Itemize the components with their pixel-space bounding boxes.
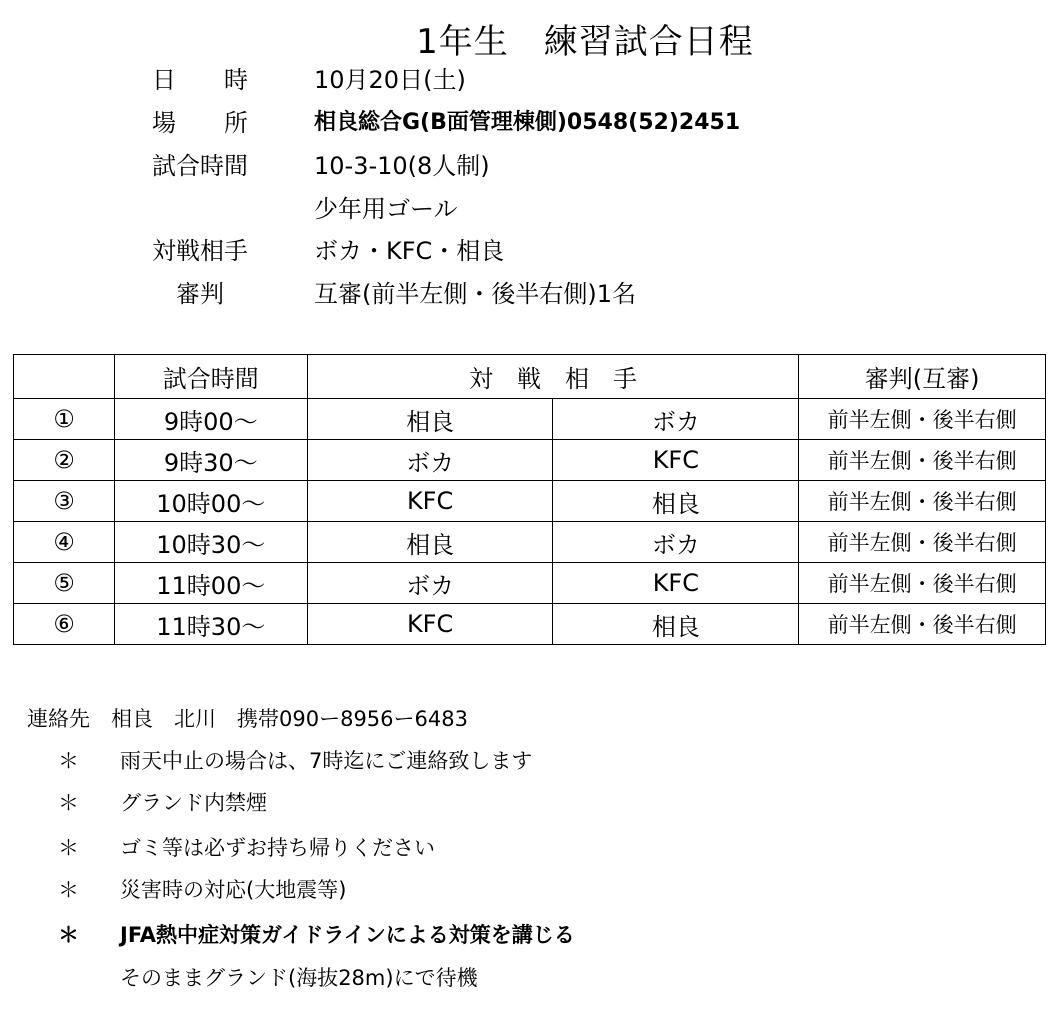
info-label: 試合時間 bbox=[152, 152, 248, 180]
table-row bbox=[14, 399, 1046, 440]
note-item bbox=[58, 786, 267, 820]
note-item bbox=[58, 873, 346, 907]
schedule-table bbox=[13, 354, 1046, 645]
referee: 前半左側・後半右側 bbox=[799, 563, 1046, 604]
referee: 前半左側・後半右側 bbox=[799, 481, 1046, 522]
header-opponents: 対 戦 相 手 bbox=[307, 355, 799, 399]
team-a: 相良 bbox=[307, 522, 553, 563]
team-a: KFC bbox=[307, 481, 553, 522]
team-a: ボカ bbox=[307, 440, 553, 481]
team-b: KFC bbox=[553, 563, 799, 604]
info-label: 対戦相手 bbox=[152, 237, 248, 265]
match-number: ① bbox=[14, 399, 115, 440]
info-label: 審判 bbox=[152, 280, 224, 308]
table-header-row bbox=[14, 355, 1046, 399]
referee: 前半左側・後半右側 bbox=[799, 399, 1046, 440]
note-text: 雨天中止の場合は、7時迄にご連絡致します bbox=[120, 749, 533, 773]
referee: 前半左側・後半右側 bbox=[799, 522, 1046, 563]
match-time: 9時00〜 bbox=[114, 399, 307, 440]
note-text: 災害時の対応(大地震等) bbox=[120, 878, 347, 902]
asterisk-icon: ＊ bbox=[58, 878, 79, 902]
info-value: ボカ・KFC・相良 bbox=[314, 237, 505, 265]
header-referee: 審判(互審) bbox=[799, 355, 1046, 399]
note-item bbox=[58, 744, 532, 778]
table-row bbox=[14, 522, 1046, 563]
match-time: 11時30〜 bbox=[114, 604, 307, 645]
team-a: 相良 bbox=[307, 399, 553, 440]
note-subtext: そのままグランド(海抜28m)にで待機 bbox=[120, 966, 478, 990]
team-b: 相良 bbox=[553, 604, 799, 645]
team-b: 相良 bbox=[553, 481, 799, 522]
page-title: 1年生 練習試合日程 bbox=[416, 22, 754, 62]
info-label: 場 所 bbox=[152, 109, 248, 137]
note-item bbox=[58, 918, 575, 952]
asterisk-icon: ＊ bbox=[58, 791, 79, 815]
team-b: ボカ bbox=[553, 522, 799, 563]
team-a: ボカ bbox=[307, 563, 553, 604]
referee: 前半左側・後半右側 bbox=[799, 604, 1046, 645]
table-row bbox=[14, 440, 1046, 481]
asterisk-icon: ＊ bbox=[58, 836, 79, 860]
asterisk-icon: ＊ bbox=[58, 749, 79, 773]
referee: 前半左側・後半右側 bbox=[799, 440, 1046, 481]
info-value: 相良総合G(B面管理棟側)0548(52)2451 bbox=[314, 110, 741, 135]
contact-info: 連絡先 相良 北川 携帯090ー8956ー6483 bbox=[27, 707, 468, 731]
match-number: ⑤ bbox=[14, 563, 115, 604]
match-time: 10時30〜 bbox=[114, 522, 307, 563]
info-value: 10-3-10(8人制) bbox=[314, 152, 490, 180]
match-number: ③ bbox=[14, 481, 115, 522]
note-text: JFA熱中症対策ガイドラインによる対策を講じる bbox=[120, 923, 575, 947]
info-value: 互審(前半左側・後半右側)1名 bbox=[314, 280, 636, 308]
note-item bbox=[58, 831, 435, 865]
match-number: ④ bbox=[14, 522, 115, 563]
table-row bbox=[14, 481, 1046, 522]
note-text: グランド内禁煙 bbox=[120, 791, 267, 815]
team-a: KFC bbox=[307, 604, 553, 645]
info-value: 10月20日(土) bbox=[314, 66, 466, 94]
table-row bbox=[14, 604, 1046, 645]
match-time: 11時00〜 bbox=[114, 563, 307, 604]
match-time: 9時30〜 bbox=[114, 440, 307, 481]
table-row bbox=[14, 563, 1046, 604]
asterisk-icon: ＊ bbox=[58, 923, 79, 947]
info-label: 日 時 bbox=[152, 66, 248, 94]
header-time: 試合時間 bbox=[114, 355, 307, 399]
match-time: 10時00〜 bbox=[114, 481, 307, 522]
note-text: ゴミ等は必ずお持ち帰りください bbox=[120, 836, 435, 860]
match-number: ② bbox=[14, 440, 115, 481]
team-b: KFC bbox=[553, 440, 799, 481]
team-b: ボカ bbox=[553, 399, 799, 440]
info-value: 少年用ゴール bbox=[314, 195, 458, 223]
header-no bbox=[14, 355, 115, 399]
match-number: ⑥ bbox=[14, 604, 115, 645]
